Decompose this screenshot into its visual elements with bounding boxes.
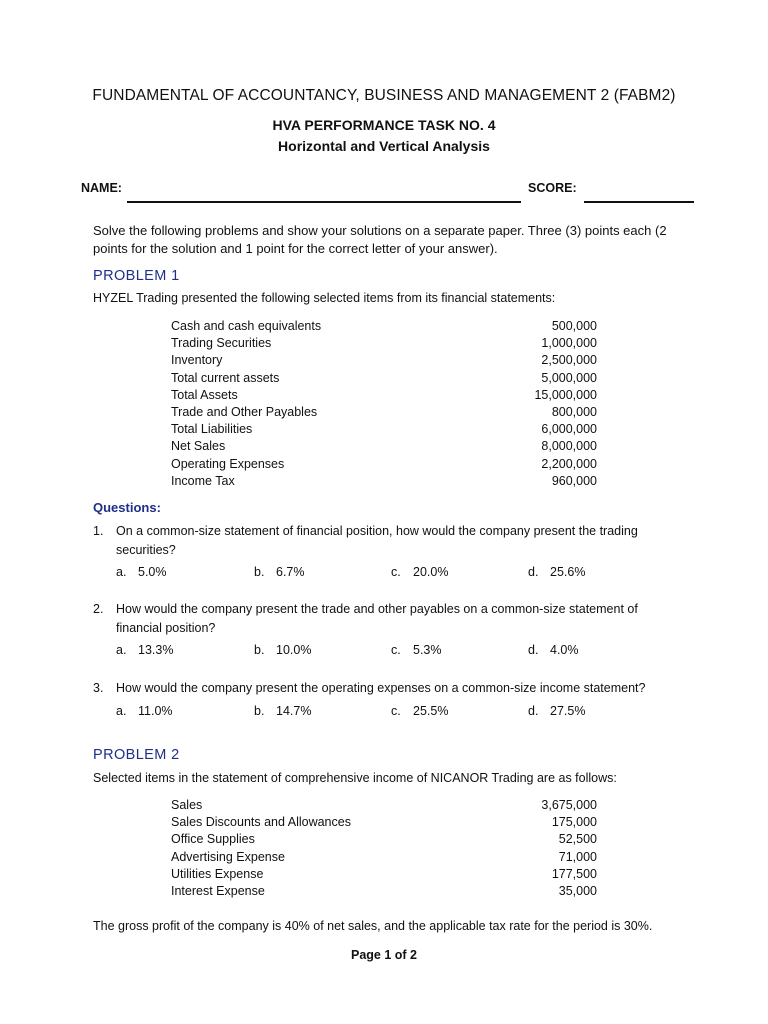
item-value: 6,000,000 [541,422,597,437]
name-label: NAME: [81,181,122,195]
table-row [171,387,597,404]
option-c[interactable] [391,643,442,657]
table-row [171,335,597,352]
option-b[interactable] [254,704,311,718]
item-label: Total Assets [171,387,238,402]
item-label: Utilities Expense [171,866,264,881]
option-a[interactable] [116,704,173,718]
item-label: Trade and Other Payables [171,404,318,419]
score-field-line[interactable] [584,201,694,203]
item-value: 71,000 [558,849,597,864]
table-row [171,831,597,848]
option-text: 13.3% [138,643,174,657]
table-row [171,473,597,490]
table-row [171,404,597,421]
item-value: 5,000,000 [541,370,597,385]
option-text: 14.7% [276,704,312,718]
item-value: 960,000 [551,473,597,488]
item-label: Interest Expense [171,883,265,898]
question-text: How would the company present the operating expenses on a common-size income statement? [116,681,646,695]
problem-2-items-table [171,797,597,900]
option-letter: c. [391,643,401,657]
item-value: 177,500 [551,866,597,881]
item-label: Cash and cash equivalents [171,319,322,333]
option-letter: d. [528,565,539,579]
problem-2-closing-text: The gross profit of the company is 40% of net sales, and the applicable tax rate for the period is 30%. [93,919,653,933]
table-row [171,814,597,831]
option-b[interactable] [254,565,305,579]
option-letter: b. [254,565,265,579]
table-row [171,456,597,473]
item-value: 35,000 [558,883,597,898]
table-row [171,352,597,369]
item-value: 3,675,000 [541,798,597,812]
option-text: 6.7% [276,565,305,579]
question-3 [93,679,683,698]
item-label: Total current assets [171,370,280,385]
table-row [171,318,597,335]
table-row [171,849,597,866]
option-a[interactable] [116,643,173,657]
questions-label: Questions: [93,500,161,515]
item-label: Office Supplies [171,832,255,847]
page-number: Page 1 of 2 [351,948,417,962]
option-text: 25.5% [413,704,449,718]
item-label: Sales [171,798,203,812]
option-letter: a. [116,643,127,657]
option-letter: b. [254,704,265,718]
table-row [171,438,597,455]
option-text: 20.0% [413,565,449,579]
option-d[interactable] [528,565,585,579]
task-subtitle: Horizontal and Vertical Analysis [278,138,490,154]
option-letter: a. [116,565,127,579]
option-letter: b. [254,643,265,657]
option-text: 5.3% [413,643,442,657]
item-label: Income Tax [171,473,235,488]
option-letter: a. [116,704,127,718]
instructions-text: Solve the following problems and show your solutions on a separate paper. Three (3) points each (2 points for the solution and 1 point for the correct letter of your answer). [93,223,667,256]
item-label: Total Liabilities [171,422,253,437]
table-row [171,370,597,387]
item-label: Advertising Expense [171,849,285,864]
item-value: 800,000 [551,404,597,419]
option-text: 10.0% [276,643,312,657]
task-title: HVA PERFORMANCE TASK NO. 4 [272,117,496,133]
item-value: 175,000 [551,815,597,830]
item-value: 15,000,000 [534,387,597,402]
item-label: Net Sales [171,439,226,454]
option-a[interactable] [116,565,167,579]
option-d[interactable] [528,704,585,718]
question-number: 1. [93,524,104,538]
option-text: 4.0% [550,643,579,657]
problem-1-intro: HYZEL Trading presented the following selected items from its financial statements: [93,291,556,305]
question-number: 2. [93,602,104,616]
option-letter: c. [391,704,401,718]
item-label: Trading Securities [171,336,272,351]
option-text: 27.5% [550,704,586,718]
question-number: 3. [93,681,104,695]
option-text: 11.0% [138,704,173,718]
name-field-line[interactable] [127,201,521,203]
option-letter: d. [528,704,539,718]
item-value: 500,000 [551,319,597,333]
option-d[interactable] [528,643,579,657]
question-text: How would the company present the trade and other payables on a common-size statement of financial position? [116,602,638,635]
item-value: 52,500 [558,832,597,847]
table-row [171,797,597,814]
problem-2-intro: Selected items in the statement of comprehensive income of NICANOR Trading are as follows: [93,771,617,785]
option-text: 25.6% [550,565,586,579]
option-text: 5.0% [138,565,167,579]
problem-2-heading: PROBLEM 2 [93,747,180,763]
table-row [171,866,597,883]
option-c[interactable] [391,565,448,579]
option-b[interactable] [254,643,311,657]
table-row [171,421,597,438]
item-value: 1,000,000 [541,336,597,351]
question-text: On a common-size statement of financial position, how would the company present the trading securities? [116,524,638,557]
question-2 [93,600,683,638]
score-label: SCORE: [528,181,577,195]
item-value: 2,500,000 [541,353,597,368]
item-label: Sales Discounts and Allowances [171,815,351,830]
problem-1-heading: PROBLEM 1 [93,268,180,284]
option-letter: d. [528,643,539,657]
item-value: 8,000,000 [541,439,597,454]
problem-1-items-table [171,318,597,490]
item-value: 2,200,000 [541,456,597,471]
option-c[interactable] [391,704,448,718]
option-letter: c. [391,565,401,579]
item-label: Inventory [171,353,223,368]
table-row [171,883,597,900]
document-title: FUNDAMENTAL OF ACCOUNTANCY, BUSINESS AND MANAGEMENT 2 (FABM2) [92,87,676,104]
question-1 [93,522,683,560]
item-label: Operating Expenses [171,456,285,471]
